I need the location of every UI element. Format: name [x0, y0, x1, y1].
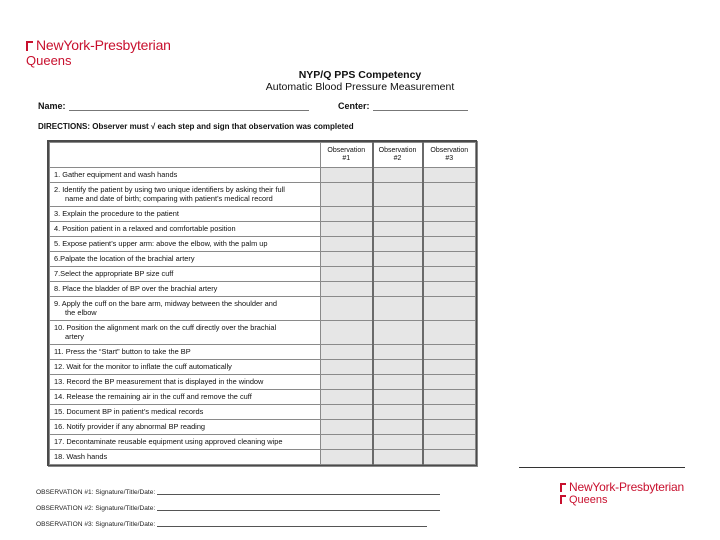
- observation-1-checkbox[interactable]: [321, 183, 373, 207]
- step-text: 2. Identify the patient by using two unique identifiers by asking their full name and date of birth; comparing with patient’s medical record: [50, 183, 321, 207]
- observation-2-checkbox[interactable]: [373, 435, 423, 450]
- logo-name: NewYork-Presbyterian: [569, 480, 684, 494]
- observation-1-checkbox[interactable]: [321, 390, 373, 405]
- center-field-row: [338, 101, 468, 111]
- step-text: 11. Press the “Start” button to take the BP: [50, 345, 321, 360]
- observation-2-checkbox[interactable]: [373, 450, 423, 465]
- step-text: 8. Place the bladder of BP over the brachial artery: [50, 282, 321, 297]
- observation-1-signature: OBSERVATION #1: Signature/Title/Date:: [36, 487, 440, 496]
- divider-line: [519, 467, 685, 468]
- step-text: 17. Decontaminate reusable equipment using approved cleaning wipe: [50, 435, 321, 450]
- observation-1-checkbox[interactable]: [321, 450, 373, 465]
- checklist-row: [50, 282, 476, 297]
- observation-3-checkbox[interactable]: [423, 282, 476, 297]
- observation-3-checkbox[interactable]: [423, 405, 476, 420]
- observation-3-header: Observation #3: [423, 143, 476, 168]
- checklist-row: [50, 405, 476, 420]
- checklist-row: [50, 375, 476, 390]
- checklist-row: [50, 297, 476, 321]
- checklist-row: [50, 450, 476, 465]
- observation-2-checkbox[interactable]: [373, 420, 423, 435]
- observation-2-checkbox[interactable]: [373, 222, 423, 237]
- observation-3-checkbox[interactable]: [423, 360, 476, 375]
- observation-3-checkbox[interactable]: [423, 222, 476, 237]
- observation-3-signature: OBSERVATION #3: Signature/Title/Date:: [36, 519, 427, 528]
- observation-1-checkbox[interactable]: [321, 282, 373, 297]
- checklist-row: [50, 183, 476, 207]
- checklist-row: [50, 345, 476, 360]
- observation-3-checkbox[interactable]: [423, 321, 476, 345]
- observation-1-checkbox[interactable]: [321, 297, 373, 321]
- observation-2-checkbox[interactable]: [373, 321, 423, 345]
- nyp-queens-logo-top: [26, 38, 171, 67]
- step-text: 9. Apply the cuff on the bare arm, midway between the shoulder and the elbow: [50, 297, 321, 321]
- observation-3-checkbox[interactable]: [423, 252, 476, 267]
- directions-text: DIRECTIONS: Observer must √ each step and sign that observation was completed: [38, 122, 354, 131]
- signature-1-line[interactable]: [157, 487, 440, 495]
- observation-1-checkbox[interactable]: [321, 375, 373, 390]
- checklist-row: [50, 321, 476, 345]
- checklist-row: [50, 435, 476, 450]
- observation-1-checkbox[interactable]: [321, 168, 373, 183]
- checklist-row: [50, 207, 476, 222]
- observation-3-checkbox[interactable]: [423, 297, 476, 321]
- observation-1-checkbox[interactable]: [321, 267, 373, 282]
- observation-3-checkbox[interactable]: [423, 435, 476, 450]
- observation-3-checkbox[interactable]: [423, 390, 476, 405]
- checklist-row: [50, 267, 476, 282]
- observation-1-checkbox[interactable]: [321, 207, 373, 222]
- checklist-row: [50, 390, 476, 405]
- observation-3-checkbox[interactable]: [423, 375, 476, 390]
- step-text: 12. Wait for the monitor to inflate the cuff automatically: [50, 360, 321, 375]
- checklist-row: [50, 168, 476, 183]
- step-text: 15. Document BP in patient’s medical records: [50, 405, 321, 420]
- nyp-queens-logo-bottom: [560, 481, 684, 506]
- observation-1-checkbox[interactable]: [321, 435, 373, 450]
- observation-3-checkbox[interactable]: [423, 207, 476, 222]
- observation-2-signature: OBSERVATION #2: Signature/Title/Date:: [36, 503, 440, 512]
- observation-2-checkbox[interactable]: [373, 252, 423, 267]
- observation-1-checkbox[interactable]: [321, 360, 373, 375]
- center-input-line[interactable]: [373, 101, 468, 111]
- observation-2-header: Observation #2: [373, 143, 423, 168]
- observation-2-checkbox[interactable]: [373, 345, 423, 360]
- observation-1-checkbox[interactable]: [321, 420, 373, 435]
- observation-3-checkbox[interactable]: [423, 267, 476, 282]
- observation-2-checkbox[interactable]: [373, 390, 423, 405]
- step-text: 10. Position the alignment mark on the cuff directly over the brachial artery: [50, 321, 321, 345]
- observation-3-checkbox[interactable]: [423, 168, 476, 183]
- observation-2-checkbox[interactable]: [373, 360, 423, 375]
- observation-3-checkbox[interactable]: [423, 420, 476, 435]
- center-label: Center:: [338, 101, 370, 111]
- logo-mark-icon: [560, 495, 566, 504]
- checklist-row: [50, 360, 476, 375]
- step-text: 14. Release the remaining air in the cuff and remove the cuff: [50, 390, 321, 405]
- competency-table: [47, 140, 477, 466]
- observation-3-checkbox[interactable]: [423, 450, 476, 465]
- checklist-row: [50, 252, 476, 267]
- table-header-row: [50, 143, 476, 168]
- step-text: 3. Explain the procedure to the patient: [50, 207, 321, 222]
- step-text: 6.Palpate the location of the brachial artery: [50, 252, 321, 267]
- step-text: 5. Expose patient’s upper arm: above the elbow, with the palm up: [50, 237, 321, 252]
- step-text: 18. Wash hands: [50, 450, 321, 465]
- observation-1-checkbox[interactable]: [321, 405, 373, 420]
- observation-2-checkbox[interactable]: [373, 297, 423, 321]
- signature-2-line[interactable]: [157, 503, 440, 511]
- name-field-row: [38, 101, 309, 111]
- name-label: Name:: [38, 101, 66, 111]
- checklist-row: [50, 222, 476, 237]
- step-text: 13. Record the BP measurement that is displayed in the window: [50, 375, 321, 390]
- observation-1-checkbox[interactable]: [321, 345, 373, 360]
- logo-queens: Queens: [569, 494, 608, 506]
- checklist-row: [50, 420, 476, 435]
- observation-1-header: Observation #1: [321, 143, 373, 168]
- logo-name: NewYork-Presbyterian: [36, 37, 171, 53]
- observation-2-checkbox[interactable]: [373, 183, 423, 207]
- signature-3-line[interactable]: [157, 519, 427, 527]
- logo-mark-icon: [26, 41, 33, 51]
- observation-3-checkbox[interactable]: [423, 237, 476, 252]
- observation-2-checkbox[interactable]: [373, 207, 423, 222]
- observation-2-checkbox[interactable]: [373, 282, 423, 297]
- step-header: [50, 143, 321, 168]
- observation-2-checkbox[interactable]: [373, 375, 423, 390]
- logo-queens: Queens: [26, 53, 72, 68]
- step-text: 4. Position patient in a relaxed and comfortable position: [50, 222, 321, 237]
- observation-1-checkbox[interactable]: [321, 321, 373, 345]
- form-title: NYP/Q PPS Competency: [298, 69, 422, 81]
- step-text: 7.Select the appropriate BP size cuff: [50, 267, 321, 282]
- name-input-line[interactable]: [69, 101, 309, 111]
- observation-3-checkbox[interactable]: [423, 345, 476, 360]
- observation-1-checkbox[interactable]: [321, 222, 373, 237]
- checklist-row: [50, 237, 476, 252]
- step-text: 16. Notify provider if any abnormal BP reading: [50, 420, 321, 435]
- logo-mark-icon: [560, 483, 566, 492]
- observation-1-checkbox[interactable]: [321, 237, 373, 252]
- form-subtitle: Automatic Blood Pressure Measurement: [265, 81, 455, 93]
- observation-3-checkbox[interactable]: [423, 183, 476, 207]
- observation-1-checkbox[interactable]: [321, 252, 373, 267]
- observation-2-checkbox[interactable]: [373, 237, 423, 252]
- step-text: 1. Gather equipment and wash hands: [50, 168, 321, 183]
- observation-2-checkbox[interactable]: [373, 405, 423, 420]
- observation-2-checkbox[interactable]: [373, 267, 423, 282]
- observation-2-checkbox[interactable]: [373, 168, 423, 183]
